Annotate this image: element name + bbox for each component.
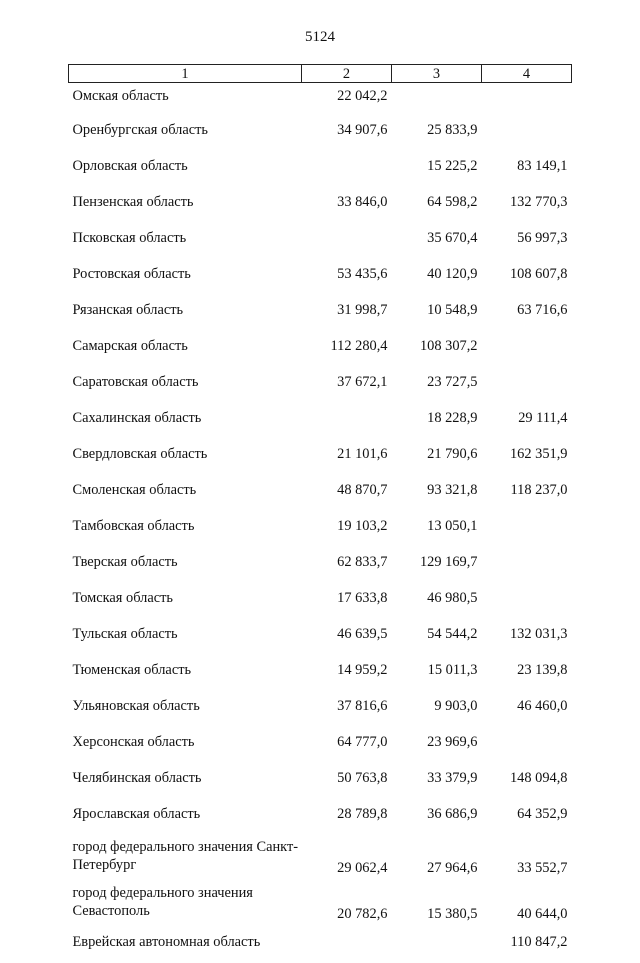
value-cell-col2: 46 639,5 xyxy=(302,619,392,655)
value-cell-col2 xyxy=(302,151,392,187)
region-name-cell: Еврейская автономная область xyxy=(69,927,302,963)
region-name-cell: город федерального значения Севастополь xyxy=(69,881,302,927)
table-row xyxy=(69,927,572,963)
value-cell-col4: 64 352,9 xyxy=(482,799,572,835)
value-cell-col4 xyxy=(482,331,572,367)
table-row xyxy=(69,727,572,763)
value-cell-col2: 20 782,6 xyxy=(302,881,392,927)
table-row xyxy=(69,583,572,619)
value-cell-col2: 29 062,4 xyxy=(302,835,392,881)
value-cell-col2: 48 870,7 xyxy=(302,475,392,511)
value-cell-col3: 25 833,9 xyxy=(392,115,482,151)
value-cell-col2: 14 959,2 xyxy=(302,655,392,691)
region-name-cell: Орловская область xyxy=(69,151,302,187)
value-cell-col3: 23 727,5 xyxy=(392,367,482,403)
value-cell-col2: 50 763,8 xyxy=(302,763,392,799)
region-name-cell: Сахалинская область xyxy=(69,403,302,439)
value-cell-col4: 40 644,0 xyxy=(482,881,572,927)
value-cell-col4: 33 552,7 xyxy=(482,835,572,881)
table-row xyxy=(69,115,572,151)
value-cell-col4 xyxy=(482,583,572,619)
value-cell-col2: 17 633,8 xyxy=(302,583,392,619)
table-row xyxy=(69,295,572,331)
table-row xyxy=(69,763,572,799)
value-cell-col3: 27 964,6 xyxy=(392,835,482,881)
value-cell-col2: 21 101,6 xyxy=(302,439,392,475)
region-name-cell: Рязанская область xyxy=(69,295,302,331)
value-cell-col3: 33 379,9 xyxy=(392,763,482,799)
table-row xyxy=(69,151,572,187)
value-cell-col3: 18 228,9 xyxy=(392,403,482,439)
value-cell-col4: 118 237,0 xyxy=(482,475,572,511)
value-cell-col3: 54 544,2 xyxy=(392,619,482,655)
region-name-cell: Саратовская область xyxy=(69,367,302,403)
region-name-cell: Пензенская область xyxy=(69,187,302,223)
region-name-cell: Омская область xyxy=(69,83,302,116)
region-name-cell: Смоленская область xyxy=(69,475,302,511)
value-cell-col2: 53 435,6 xyxy=(302,259,392,295)
region-name-cell: Херсонская область xyxy=(69,727,302,763)
value-cell-col3: 40 120,9 xyxy=(392,259,482,295)
value-cell-col4: 63 716,6 xyxy=(482,295,572,331)
table-row xyxy=(69,691,572,727)
region-name-cell: Псковская область xyxy=(69,223,302,259)
value-cell-col2 xyxy=(302,403,392,439)
region-name-cell: город федерального значения Санкт-Петербург xyxy=(69,835,302,881)
table-row xyxy=(69,403,572,439)
value-cell-col3: 36 686,9 xyxy=(392,799,482,835)
value-cell-col4: 132 770,3 xyxy=(482,187,572,223)
value-cell-col4: 29 111,4 xyxy=(482,403,572,439)
value-cell-col4: 148 094,8 xyxy=(482,763,572,799)
value-cell-col2: 34 907,6 xyxy=(302,115,392,151)
table-row xyxy=(69,619,572,655)
value-cell-col4 xyxy=(482,367,572,403)
value-cell-col3: 21 790,6 xyxy=(392,439,482,475)
value-cell-col2: 19 103,2 xyxy=(302,511,392,547)
column-header-4: 4 xyxy=(482,65,572,83)
value-cell-col2: 33 846,0 xyxy=(302,187,392,223)
region-name-cell: Тюменская область xyxy=(69,655,302,691)
value-cell-col2: 64 777,0 xyxy=(302,727,392,763)
value-cell-col3: 15 380,5 xyxy=(392,881,482,927)
value-cell-col3: 23 969,6 xyxy=(392,727,482,763)
value-cell-col2 xyxy=(302,223,392,259)
region-name-cell: Самарская область xyxy=(69,331,302,367)
table-row xyxy=(69,331,572,367)
value-cell-col4: 56 997,3 xyxy=(482,223,572,259)
value-cell-col2 xyxy=(302,927,392,963)
table-row xyxy=(69,83,572,116)
table-row xyxy=(69,835,572,881)
value-cell-col4: 83 149,1 xyxy=(482,151,572,187)
value-cell-col3: 15 011,3 xyxy=(392,655,482,691)
table-row xyxy=(69,881,572,927)
region-name-cell: Тамбовская область xyxy=(69,511,302,547)
value-cell-col2: 112 280,4 xyxy=(302,331,392,367)
value-cell-col3 xyxy=(392,83,482,116)
region-name-cell: Челябинская область xyxy=(69,763,302,799)
value-cell-col4 xyxy=(482,115,572,151)
value-cell-col3: 129 169,7 xyxy=(392,547,482,583)
allocation-table xyxy=(68,64,572,963)
value-cell-col3 xyxy=(392,927,482,963)
column-header-1: 1 xyxy=(69,65,302,83)
table-row xyxy=(69,547,572,583)
value-cell-col3: 35 670,4 xyxy=(392,223,482,259)
region-name-cell: Ярославская область xyxy=(69,799,302,835)
value-cell-col4: 132 031,3 xyxy=(482,619,572,655)
value-cell-col4 xyxy=(482,727,572,763)
value-cell-col3: 13 050,1 xyxy=(392,511,482,547)
value-cell-col3: 15 225,2 xyxy=(392,151,482,187)
page-number: 5124 xyxy=(0,29,640,46)
table-row xyxy=(69,223,572,259)
region-name-cell: Ульяновская область xyxy=(69,691,302,727)
value-cell-col2: 28 789,8 xyxy=(302,799,392,835)
value-cell-col2: 22 042,2 xyxy=(302,83,392,116)
value-cell-col3: 46 980,5 xyxy=(392,583,482,619)
header-row xyxy=(69,65,572,83)
table-row xyxy=(69,439,572,475)
value-cell-col3: 9 903,0 xyxy=(392,691,482,727)
table-row xyxy=(69,511,572,547)
value-cell-col4 xyxy=(482,547,572,583)
region-name-cell: Томская область xyxy=(69,583,302,619)
table-row xyxy=(69,367,572,403)
table-row xyxy=(69,655,572,691)
value-cell-col4: 110 847,2 xyxy=(482,927,572,963)
region-name-cell: Оренбургская область xyxy=(69,115,302,151)
value-cell-col4 xyxy=(482,83,572,116)
table-row xyxy=(69,799,572,835)
value-cell-col3: 10 548,9 xyxy=(392,295,482,331)
value-cell-col3: 108 307,2 xyxy=(392,331,482,367)
table-header xyxy=(69,65,572,83)
column-header-2: 2 xyxy=(302,65,392,83)
table-row xyxy=(69,259,572,295)
value-cell-col4: 162 351,9 xyxy=(482,439,572,475)
value-cell-col2: 37 816,6 xyxy=(302,691,392,727)
value-cell-col4 xyxy=(482,511,572,547)
value-cell-col4: 23 139,8 xyxy=(482,655,572,691)
table-row xyxy=(69,475,572,511)
region-name-cell: Тверская область xyxy=(69,547,302,583)
value-cell-col3: 64 598,2 xyxy=(392,187,482,223)
value-cell-col2: 31 998,7 xyxy=(302,295,392,331)
value-cell-col3: 93 321,8 xyxy=(392,475,482,511)
value-cell-col4: 108 607,8 xyxy=(482,259,572,295)
region-name-cell: Свердловская область xyxy=(69,439,302,475)
table-body xyxy=(69,83,572,963)
table-row xyxy=(69,187,572,223)
value-cell-col2: 37 672,1 xyxy=(302,367,392,403)
region-name-cell: Ростовская область xyxy=(69,259,302,295)
value-cell-col2: 62 833,7 xyxy=(302,547,392,583)
column-header-3: 3 xyxy=(392,65,482,83)
value-cell-col4: 46 460,0 xyxy=(482,691,572,727)
region-name-cell: Тульская область xyxy=(69,619,302,655)
